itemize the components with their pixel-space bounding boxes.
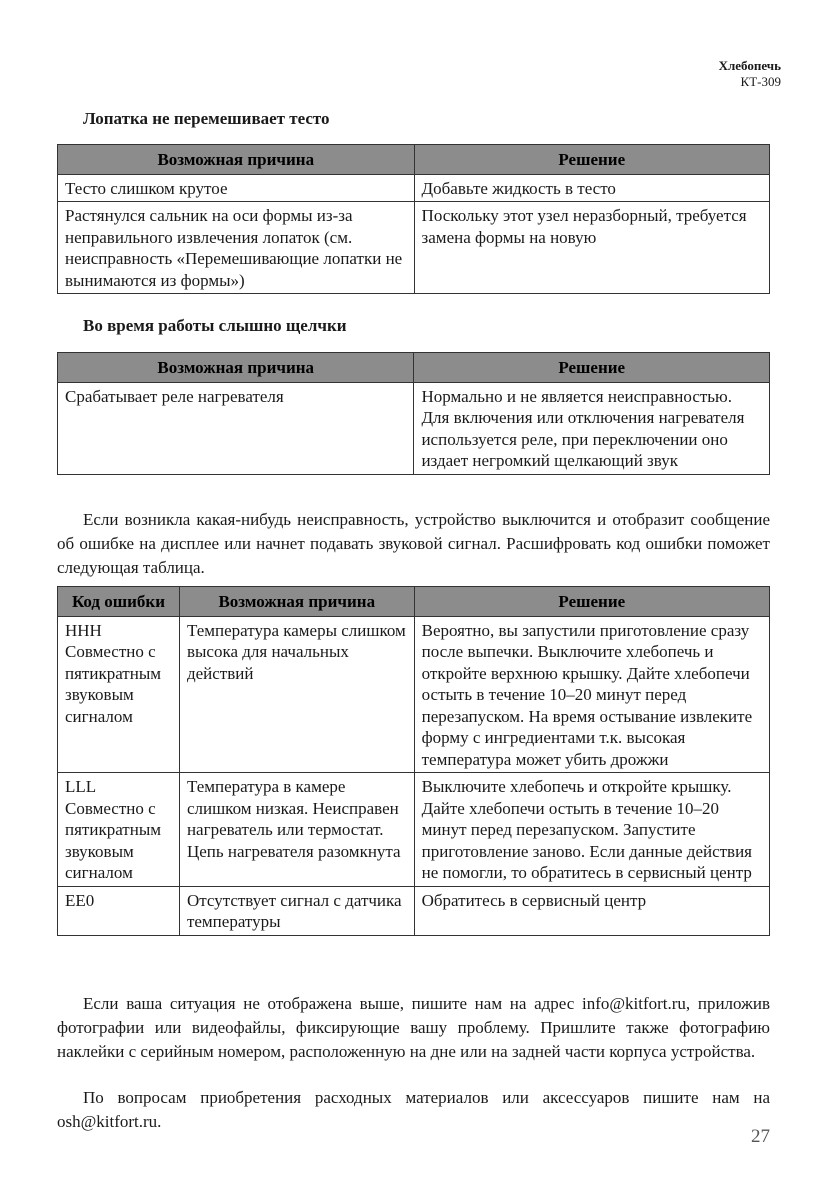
cell-error-code: ЕЕ0 (58, 886, 180, 935)
cell-error-code: ННН Совместно с пятикратным звуковым сигналом (58, 616, 180, 773)
table-row (58, 886, 770, 935)
column-header-solution: Решение (414, 145, 769, 175)
contact-paragraph-accessories: По вопросам приобретения расходных материалов или аксессуаров пишите нам на osh@kitfort.ru. (57, 1088, 770, 1131)
cell-cause: Тесто слишком крутое (58, 174, 415, 202)
cell-solution: Добавьте жидкость в тесто (414, 174, 769, 202)
column-header-solution: Решение (414, 587, 769, 617)
page-number: 27 (751, 1126, 770, 1147)
column-header-cause: Возможная причина (179, 587, 414, 617)
intro-paragraph: Если возникла какая-нибудь неисправность, устройство выключится и отобразит сообщение об ошибке на дисплее или начнет подавать звуковой сигнал. Расшифровать код ошибки поможет следующая таблица. (57, 510, 770, 577)
table-row (58, 202, 770, 294)
cell-solution: Обратитесь в сервисный центр (414, 886, 769, 935)
cell-cause: Температура в камере слишком низкая. Неисправен нагреватель или термостат. Цепь нагревателя разомкнута (179, 773, 414, 887)
column-header-cause: Возможная причина (58, 353, 414, 383)
table-paddle-issue (57, 144, 770, 294)
cell-solution: Вероятно, вы запустили приготовление сразу после выпечки. Выключите хлебопечь и откройте верхнюю крышку. Дайте хлебопечи остыть в течение 10–20 минут перед перезапуском. На время остывание извлеките форму с ингредиентами т.к. высокая температура может убить дрожжи (414, 616, 769, 773)
page-header (719, 58, 781, 90)
cell-solution: Поскольку этот узел неразборный, требуется замена формы на новую (414, 202, 769, 294)
table-row (58, 616, 770, 773)
cell-cause: Температура камеры слишком высока для начальных действий (179, 616, 414, 773)
cell-cause: Растянулся сальник на оси формы из-за неправильного извлечения лопаток (см. неисправность «Перемешивающие лопатки не вынимаются из формы») (58, 202, 415, 294)
table-row (58, 773, 770, 887)
cell-solution: Нормально и не является неисправностью. Для включения или отключения нагревателя используется реле, при переключении оно издает негромкий щелкающий звук (414, 382, 770, 474)
cell-error-code: LLL Совместно с пятикратным звуковым сигналом (58, 773, 180, 887)
table-row (58, 174, 770, 202)
header-model: КТ-309 (740, 74, 781, 89)
column-header-code: Код ошибки (58, 587, 180, 617)
column-header-cause: Возможная причина (58, 145, 415, 175)
table-header-row (58, 353, 770, 383)
contact-paragraph-info: Если ваша ситуация не отображена выше, пишите нам на адрес info@kitfort.ru, приложив фотографии или видеофайлы, фиксирующие вашу проблему. Пришлите также фотографию наклейки с серийным номером, расположенную на дне или на задней части корпуса устройства. (57, 994, 770, 1061)
cell-cause: Срабатывает реле нагревателя (58, 382, 414, 474)
table-header-row (58, 145, 770, 175)
table-clicks-issue (57, 352, 770, 475)
cell-solution: Выключите хлебопечь и откройте крышку. Дайте хлебопечи остыть в течение 10–20 минут перед перезапуском. Запустите приготовление заново. Если данные действия не помогли, то обратитесь в сервисный центр (414, 773, 769, 887)
table-error-codes (57, 586, 770, 936)
column-header-solution: Решение (414, 353, 770, 383)
section-title-clicks: Во время работы слышно щелчки (83, 316, 347, 335)
header-product: Хлебопечь (718, 58, 781, 73)
table-row (58, 382, 770, 474)
cell-cause: Отсутствует сигнал с датчика температуры (179, 886, 414, 935)
section-title-paddle: Лопатка не перемешивает тесто (83, 109, 330, 128)
table-header-row (58, 587, 770, 617)
